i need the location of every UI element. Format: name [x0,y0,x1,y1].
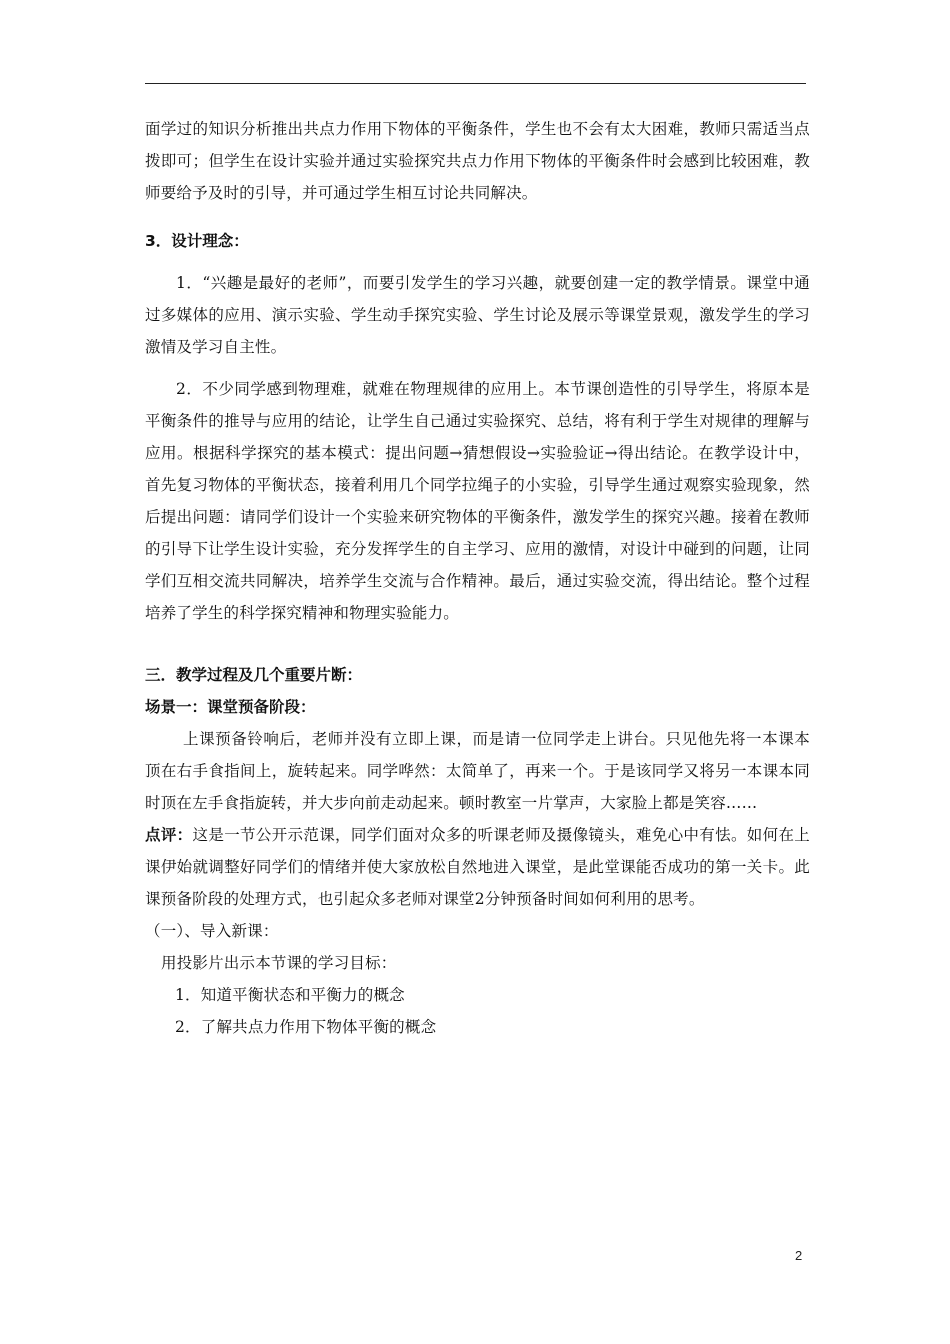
projection-line: 用投影片出示本节课的学习目标： [161,954,397,972]
comment-text: 这是一节公开示范课，同学们面对众多的听课老师及摄像镜头，难免心中有怯。如何在上课伊始就调整好同学们的情绪并使大家放松自然地进入课堂，是此堂课能否成功的第一关卡。此课预备阶段的处理方式，也引起众多老师对课堂2分钟预备时间如何利用的思考。 [145,826,810,908]
scene-1-text: 上课预备铃响后，老师并没有立即上课，而是请一位同学走上讲台。只见他先将一本课本顶在右手食指间上，旋转起来。同学哗然：太简单了，再来一个。于是该同学又将另一本课本同时顶在左手食指旋转，并大步向前走动起来。顿时教室一片掌声，大家脸上都是笑容…… [145,730,810,812]
document-body [145,113,810,1043]
goal-2: 2．了解共点力作用下物体平衡的概念 [175,1018,437,1036]
comment-paragraph [145,819,810,915]
header-rule [145,83,806,84]
heading-teaching-process: 三．教学过程及几个重要片断： [145,666,363,684]
goal-1: 1．知道平衡状态和平衡力的概念 [175,986,405,1004]
heading-design-concept: 3．设计理念： [145,232,249,250]
page-number: 2 [795,1248,803,1263]
design-point-1: 1．“兴趣是最好的老师”，而要引发学生的学习兴趣，就要创建一定的教学情景。课堂中通过多媒体的应用、演示实验、学生动手探究实验、学生讨论及展示等课堂景观，激发学生的学习激情及学习自主性。 [145,274,810,356]
design-point-2: 2．不少同学感到物理难，就难在物理规律的应用上。本节课创造性的引导学生，将原本是平衡条件的推导与应用的结论，让学生自己通过实验探究、总结，将有利于学生对规律的理解与应用。根据科学探究的基本模式：提出问题→猜想假设→实验验证→得出结论。在教学设计中，首先复习物体的平衡状态，接着利用几个同学拉绳子的小实验，引导学生通过观察实验现象，然后提出问题：请同学们设计一个实验来研究物体的平衡条件，激发学生的探究兴趣。接着在教师的引导下让学生设计实验，充分发挥学生的自主学习、应用的激情，对设计中碰到的问题，让同学们互相交流共同解决，培养学生交流与合作精神。最后，通过实验交流，得出结论。整个过程培养了学生的科学探究精神和物理实验能力。 [145,380,810,622]
section-intro-heading: （一）、导入新课： [145,922,279,940]
heading-scene-1: 场景一：课堂预备阶段： [145,698,316,716]
comment-label: 点评： [145,825,193,844]
paragraph-intro: 面学过的知识分析推出共点力作用下物体的平衡条件，学生也不会有太大困难，教师只需适当点拨即可；但学生在设计实验并通过实验探究共点力作用下物体的平衡条件时会感到比较困难，教师要给予及时的引导，并可通过学生相互讨论共同解决。 [145,120,810,202]
